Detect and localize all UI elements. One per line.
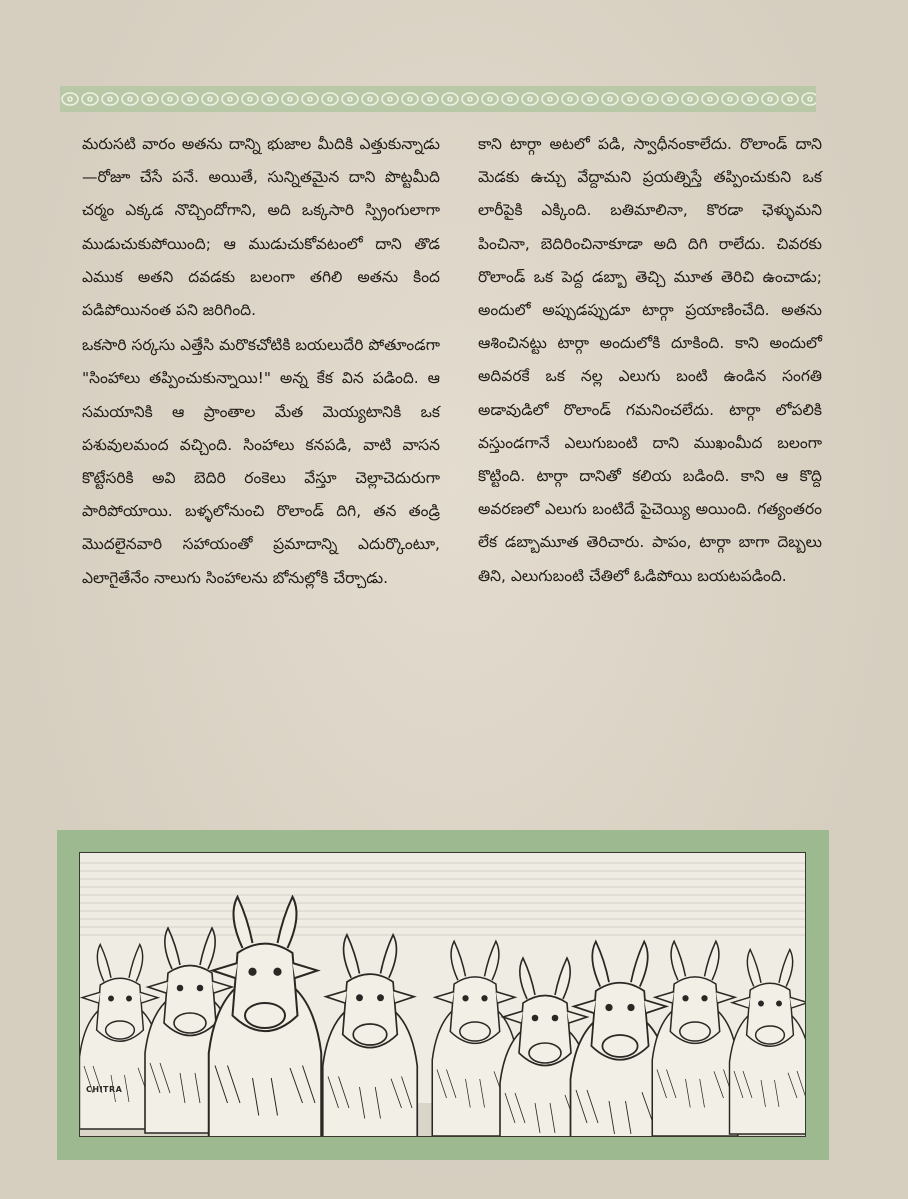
cattle-illustration <box>79 852 806 1137</box>
decorative-border-band <box>60 86 816 112</box>
paragraph: ఒకసారి సర్కసు ఎత్తేసి మరొకచోటికి బయలుదేరి పోతూండగా "సింహాలు తప్పించుకున్నాయి!" అన్న కేక విన పడింది. ఆ సమయానికి ఆ ప్రాంతాల మేత మెయ్యటానికి ఒక పశువులమంద వచ్చింది. సింహాలు కనపడి, వాటి వాసన కొట్టేసరికి అవి బెదిరి రంకెలు వేస్తూ చెల్లాచెదురుగా పారిపోయాయి. బళ్ళలోనుంచి రొలాండ్ దిగి, తన తండ్రి మొదలైనవారి సహాయంతో ప్రమాదాన్ని ఎదుర్కొంటూ, ఎలాగైతేనేం నాలుగు సింహాలను బోనుల్లోకి చేర్చాడు. <box>82 336 440 587</box>
paragraph: మరుసటి వారం అతను దాన్ని భుజాల మీదికి ఎత్తుకున్నాడు—రోజూ చేసే పనే. అయితే, సున్నితమైన దాని పొట్టమీది చర్మం ఎక్కడ నొచ్చిందోగాని, అది ఒక్కసారి స్ప్రింగులాగా ముడుచుకుపోయింది; ఆ ముడుచుకోవటంలో దాని తొడ ఎముక అతని దవడకు బలంగా తగిలి అతను కింద పడిపోయినంత పని జరిగింది. <box>82 135 440 320</box>
artist-signature: CHITRA <box>86 1085 123 1094</box>
ornament-pattern <box>60 86 816 112</box>
right-text-column <box>478 128 822 593</box>
left-text-column <box>82 128 440 595</box>
cattle-drawing <box>80 853 805 1136</box>
paragraph: కాని టార్గా అటలో పడి, స్వాధీనంకాలేదు. రొలాండ్ దాని మెడకు ఉచ్చు వేద్దామని ప్రయత్నిస్తే తప్పించుకుని ఒక లారీపైకి ఎక్కింది. బతిమాలినా, కొరడా ఛెళ్ళుమని పించినా, బెదిరించినాకూడా అది దిగి రాలేదు. చివరకు రొలాండ్ ఒక పెద్ద డబ్బా తెచ్చి మూత తెరిచి ఉంచాడు; అందులో అప్పుడప్పుడూ టార్గా ప్రయాణించేది. అతను ఆశించినట్టు టార్గా అందులోకి దూకింది. కాని అందులో అదివరకే ఒక నల్ల ఎలుగు బంటి ఉండిన సంగతి అడావుడిలో రొలాండ్ గమనించలేదు. టార్గా లోపలికి వస్తుండగానే ఎలుగుబంటి దాని ముఖంమీద బలంగా కొట్టింది. టార్గా దానితో కలియ బడింది. కాని ఆ కొద్ది అవరణలో ఎలుగు బంటిదే పైచెయ్యి అయింది. గత్యంతరం లేక డబ్బామూత తెరిచారు. పాపం, టార్గా బాగా దెబ్బలు తిని, ఎలుగుబంటి చేతిలో ఓడిపోయి బయటపడింది. <box>478 135 822 585</box>
illustration-frame <box>57 830 829 1160</box>
